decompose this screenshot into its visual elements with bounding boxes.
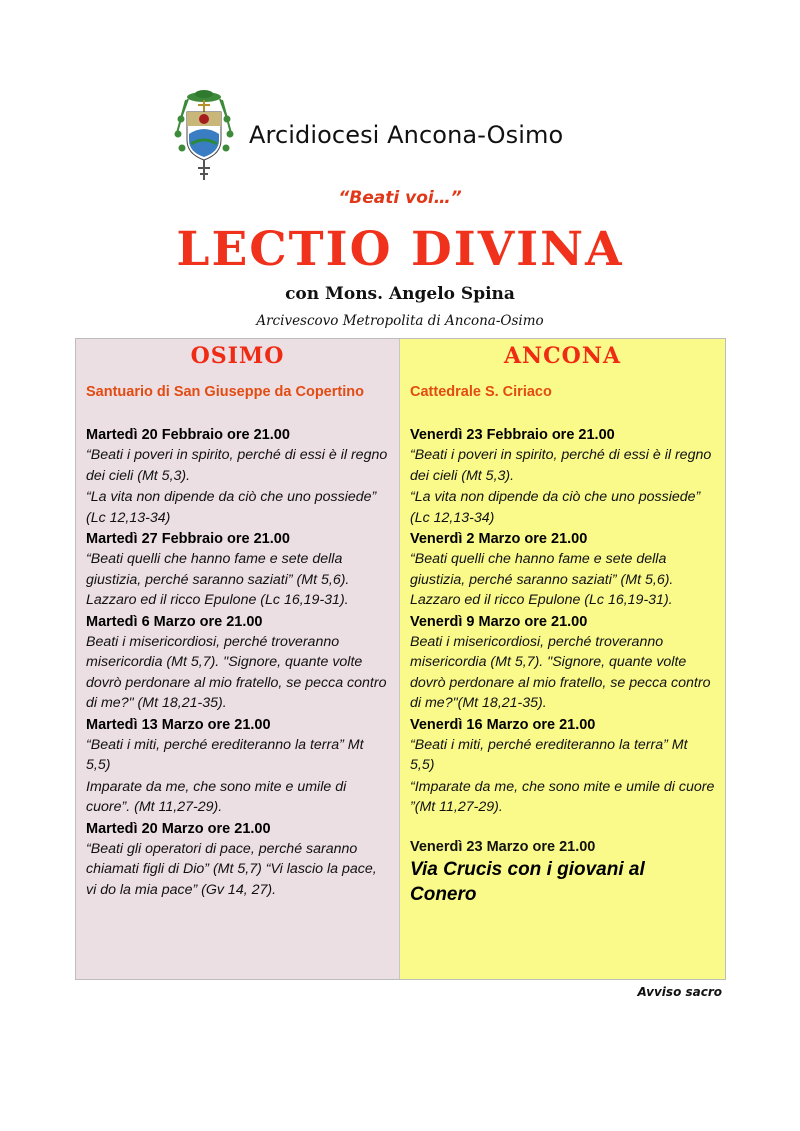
event-text: “Beati i poveri in spirito, perché di essi è il regno dei cieli (Mt 5,3). xyxy=(410,447,712,484)
event-text: Beati i misericordiosi, perché troveranno misericordia (Mt 5,7). "Signore, quante volte dovrò perdonare al mio fratello, se pecca contro di me?"(Mt 18,21-35). xyxy=(410,633,711,711)
event-item xyxy=(410,613,715,714)
notice-label: Avviso sacro xyxy=(637,985,722,999)
event-date: Martedì 27 Febbraio ore 21.00 xyxy=(86,531,290,547)
event-item xyxy=(410,426,715,528)
ancona-title: ANCONA xyxy=(503,343,622,369)
presenter-role: Arcivescovo Metropolita di Ancona-Osimo xyxy=(256,313,544,329)
event-item xyxy=(86,820,389,901)
event-text: “Beati gli operatori di pace, perché saranno chiamati figli di Dio” (Mt 5,7) “Vi lascio la pace, vi do la mia pace” (Gv 14, 27). xyxy=(86,840,377,898)
event-text: “Imparate da me, che sono mite e umile di cuore ”(Mt 11,27-29). xyxy=(410,778,715,815)
ancona-church: Cattedrale S. Ciriaco xyxy=(410,384,552,400)
event-date: Venerdì 16 Marzo ore 21.00 xyxy=(410,716,596,733)
presenter: con Mons. Angelo Spina xyxy=(285,284,515,304)
event-item xyxy=(410,530,715,611)
final-event-date: Venerdì 23 Marzo ore 21.00 xyxy=(410,838,596,855)
subtitle-quote: “Beati voi…” xyxy=(338,188,462,208)
event-date: Martedì 6 Marzo ore 21.00 xyxy=(86,613,263,630)
event-text: “Beati quelli che hanno fame e sete della giustizia, perché saranno saziati” (Mt 5,6). Lazzaro ed il ricco Epulone (Lc 16,19-31). xyxy=(410,551,674,608)
event-text: “Beati i miti, perché erediteranno la terra” Mt 5,5) xyxy=(410,736,688,773)
event-item xyxy=(86,716,389,818)
diocese-name: Arcidiocesi Ancona-Osimo xyxy=(249,121,564,149)
event-date: Venerdì 2 Marzo ore 21.00 xyxy=(410,531,588,547)
schedule-table xyxy=(75,338,726,980)
event-text: “La vita non dipende da ciò che uno possiede” (Lc 12,13-34) xyxy=(86,489,377,526)
event-text: “Beati quelli che hanno fame e sete della giustizia, perché saranno saziati” (Mt 5,6). Lazzaro ed il ricco Epulone (Lc 16,19-31). xyxy=(86,551,350,608)
event-date: Martedì 13 Marzo ore 21.00 xyxy=(86,716,271,733)
header xyxy=(173,88,633,188)
coat-of-arms-icon xyxy=(173,88,235,183)
event-text: Beati i misericordiosi, perché troveranno misericordia (Mt 5,7). "Signore, quante volte dovrò perdonare al mio fratello, se pecca contro di me?" (Mt 18,21-35). xyxy=(86,633,387,711)
event-date: Venerdì 23 Febbraio ore 21.00 xyxy=(410,427,615,443)
osimo-title: OSIMO xyxy=(190,343,285,369)
event-date: Martedì 20 Marzo ore 21.00 xyxy=(86,820,271,837)
event-item xyxy=(410,716,715,818)
event-text: Imparate da me, che sono mite e umile di cuore”. (Mt 11,27-29). xyxy=(86,778,347,815)
event-item xyxy=(86,530,389,611)
page-title: LECTIO DIVINA xyxy=(176,222,624,277)
osimo-column xyxy=(76,339,400,979)
osimo-church: Santuario di San Giuseppe da Copertino xyxy=(86,384,364,400)
event-date: Venerdì 9 Marzo ore 21.00 xyxy=(410,613,588,630)
event-text: “Beati i miti, perché erediteranno la terra” Mt 5,5) xyxy=(86,736,364,773)
event-text: “Beati i poveri in spirito, perché di essi è il regno dei cieli (Mt 5,3). xyxy=(86,447,388,484)
ancona-column xyxy=(400,339,725,979)
final-event-title: Via Crucis con i giovani al Conero xyxy=(410,858,645,905)
event-date: Martedì 20 Febbraio ore 21.00 xyxy=(86,427,290,443)
event-item xyxy=(86,426,389,528)
event-item xyxy=(86,613,389,714)
event-text: “La vita non dipende da ciò che uno possiede” (Lc 12,13-34) xyxy=(410,489,701,526)
